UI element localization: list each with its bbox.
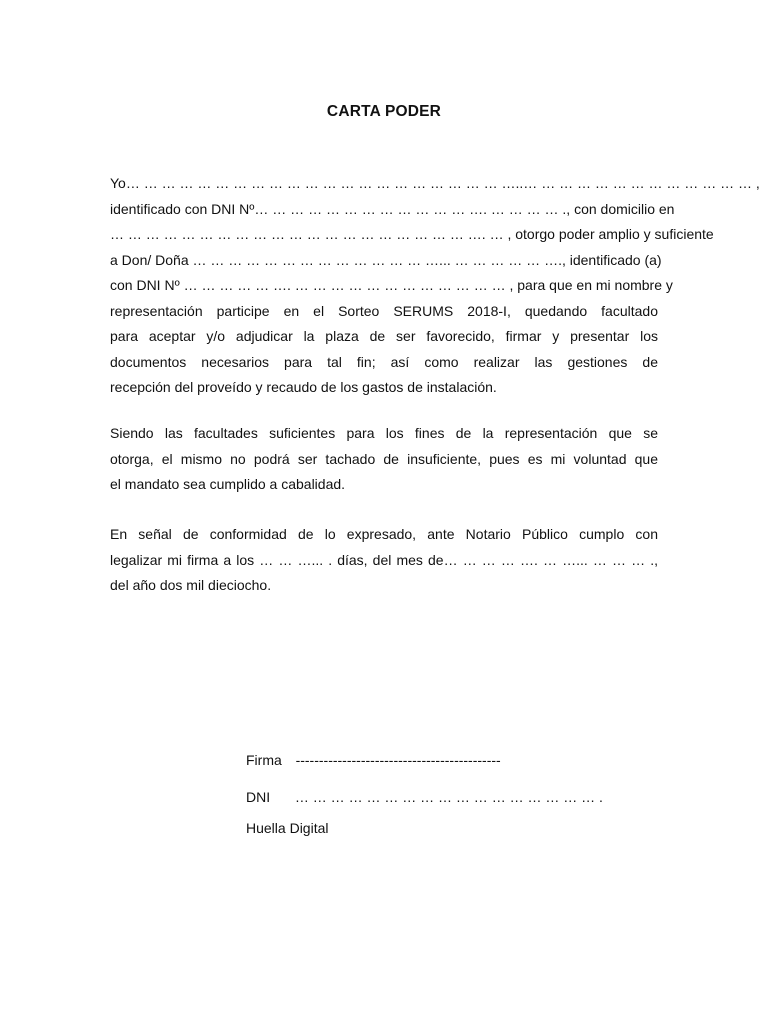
document-title: CARTA PODER — [326, 103, 442, 120]
paragraph-line: documentos necesarios para tal fin; así como realizar las gestiones de — [110, 353, 658, 370]
paragraph-line: con DNI Nº … … … … … …. … … … … … … … … … … … … , para que en mi nombre y — [110, 277, 673, 293]
dni-line: … … … … … … … … … … … … … … … … … . — [294, 789, 603, 805]
paragraph-grant-of-power — [110, 171, 760, 401]
huella-digital-label: Huella Digital — [246, 820, 329, 836]
paragraph-line: identificado con DNI Nº… … … … … … … … … … … … …. … … … … ., con domicilio en — [110, 200, 675, 217]
paragraph-line: legalizar mi firma a los … … …... . días, del mes de… … … … …. … …... … … … ., — [110, 551, 658, 568]
paragraph-line: Siendo las facultades suficientes para los fines de la representación que se — [110, 425, 658, 441]
paragraph-line: para aceptar y/o adjudicar la plaza de ser favorecido, firmar y presentar los — [110, 328, 658, 344]
paragraph-line: del año dos mil dieciocho. — [110, 577, 272, 593]
firma-line: -------------------------------------------- — [295, 752, 501, 768]
paragraph-line: Yo… … … … … … … … … … … … … … … … … … … … … …..… … … … … … … … … … … … … , — [110, 175, 760, 191]
paragraph-line: recepción del proveído y recaudo de los gastos de instalación. — [110, 379, 497, 395]
paragraph-line: a Don/ Doña … … … … … … … … … … … … … …... … … … … … …., identificado (a) — [110, 251, 662, 268]
paragraph-line: … … … … … … … … … … … … … … … … … … … … …. … , otorgo poder amplio y suficiente — [110, 226, 714, 242]
paragraph-sufficiency — [110, 421, 658, 498]
paragraph-line: representación participe en el Sorteo SERUMS 2018-I, quedando facultado — [110, 302, 658, 319]
paragraph-line: el mandato sea cumplido a cabalidad. — [110, 476, 346, 492]
signature-huella-row — [246, 818, 328, 838]
paragraph-line: En señal de conformidad de lo expresado, ante Notario Público cumplo con — [110, 526, 658, 542]
dni-label: DNI — [246, 789, 271, 805]
firma-label: Firma — [246, 752, 282, 768]
paragraph-line: otorga, el mismo no podrá ser tachado de insuficiente, pues es mi voluntad que — [110, 450, 658, 467]
signature-dni-row — [246, 787, 603, 807]
signature-firma-row — [246, 750, 501, 770]
paragraph-conformity — [110, 522, 658, 599]
